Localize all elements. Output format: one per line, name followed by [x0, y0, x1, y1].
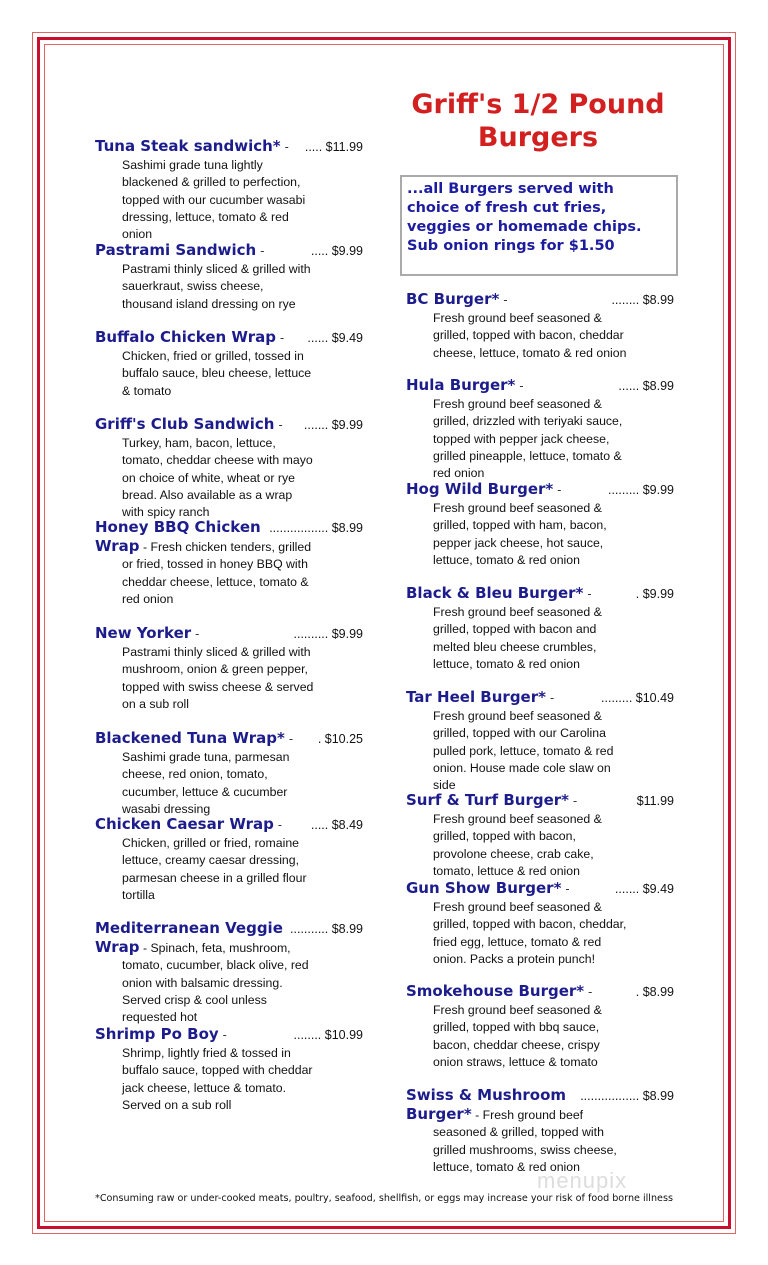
- item-name: Mediterranean Veggie: [95, 919, 283, 937]
- item-desc: Pastrami thinly sliced & grilled with sauerkraut, swiss cheese, thousand island dressing on rye: [122, 262, 311, 311]
- item-price: . $8.99: [635, 985, 674, 999]
- item-name: Griff's Club Sandwich: [95, 415, 275, 433]
- item-desc: Sashimi grade tuna, parmesan cheese, red onion, tomato, cucumber, lettuce & cucumber wasabi dressing: [122, 750, 290, 816]
- menu-item: [406, 376, 674, 482]
- item-name: Hula Burger*: [406, 376, 516, 394]
- item-name: Pastrami Sandwich: [95, 241, 257, 259]
- item-desc: Chicken, fried or grilled, tossed in buffalo sauce, bleu cheese, lettuce & tomato: [122, 349, 312, 398]
- item-desc: or fried, tossed in honey BBQ with cheddar cheese, lettuce, tomato & red onion: [122, 557, 309, 606]
- menu-item: [95, 729, 363, 818]
- item-dash: -: [288, 732, 293, 746]
- menu-item: [95, 241, 363, 313]
- item-price: ................. $8.99: [580, 1089, 674, 1103]
- menu-item: [406, 1086, 674, 1176]
- watermark: menupix: [537, 1168, 628, 1193]
- item-desc: Turkey, ham, bacon, lettuce, tomato, cheddar cheese with mayo on choice of white, wheat or rye bread. Also available as a wrap with spicy ranch: [122, 436, 313, 520]
- item-name: Chicken Caesar Wrap: [95, 815, 274, 833]
- item-name: Shrimp Po Boy: [95, 1025, 219, 1043]
- item-dash: -: [260, 244, 265, 258]
- item-name: Blackened Tuna Wrap*: [95, 729, 285, 747]
- menu-item: [406, 688, 674, 794]
- item-name: BC Burger*: [406, 290, 500, 308]
- item-price: ................. $8.99: [269, 521, 363, 535]
- item-desc: Pastrami thinly sliced & grilled with mushroom, onion & green pepper, topped with swiss cheese & served on a sub roll: [122, 645, 314, 711]
- item-dash: -: [557, 483, 562, 497]
- item-dash: -: [565, 882, 570, 896]
- item-dash: -: [279, 331, 285, 345]
- item-name: Buffalo Chicken Wrap: [95, 328, 276, 346]
- item-desc: Chicken, grilled or fried, romaine lettuce, creamy caesar dressing, parmesan cheese in a grilled flour tortilla: [122, 836, 307, 902]
- item-desc: Fresh ground beef seasoned & grilled, topped with ham, bacon, pepper jack cheese, hot sauce, lettuce, tomato & red onion: [433, 501, 607, 567]
- item-price: ........ $10.99: [293, 1028, 363, 1042]
- menu-item: [95, 328, 363, 400]
- item-dash: -: [277, 818, 283, 832]
- item-price: ....... $9.99: [303, 418, 363, 432]
- item-desc: Fresh ground beef seasoned & grilled, topped with bacon and melted bleu cheese crumbles, lettuce, tomato & red onion: [433, 605, 602, 671]
- item-dash: -: [284, 140, 289, 154]
- section-title: Griff's 1/2 Pound Burgers: [411, 89, 665, 153]
- item-desc: Sashimi grade tuna lightly blackened & grilled to perfection, topped with our cucumber wasabi dressing, lettuce, tomato & red onion: [122, 158, 306, 242]
- item-name: New Yorker: [95, 624, 192, 642]
- item-price: .......... $9.99: [293, 627, 363, 641]
- menu-item: [406, 982, 674, 1071]
- item-dash: -: [587, 587, 592, 601]
- item-desc: Fresh ground beef seasoned & grilled, topped with bacon, cheddar cheese, lettuce, tomato & red onion: [433, 311, 627, 360]
- item-desc: Shrimp, lightly fried & tossed in buffalo sauce, topped with cheddar jack cheese, lettuce & tomato. Served on a sub roll: [122, 1046, 313, 1112]
- menu-item: [406, 290, 674, 362]
- item-dash: -: [278, 418, 283, 432]
- menu-item: [406, 584, 674, 673]
- item-price: ....... $9.49: [614, 882, 674, 896]
- item-desc: tomato, cucumber, black olive, red onion with balsamic dressing. Served crisp & cool unless requested hot: [122, 958, 309, 1025]
- item-dash: -: [549, 691, 555, 705]
- item-desc-start: - Fresh ground beef: [475, 1108, 584, 1122]
- item-dash: -: [503, 293, 508, 307]
- menu-item: [406, 480, 674, 569]
- menu-item: [406, 879, 674, 968]
- item-name: Tar Heel Burger*: [406, 688, 546, 706]
- item-name: Swiss & Mushroom: [406, 1086, 567, 1104]
- item-name-cont: Wrap: [95, 537, 140, 555]
- item-dash: -: [573, 794, 578, 808]
- item-price: ...... $9.49: [307, 331, 363, 345]
- item-name: Hog Wild Burger*: [406, 480, 554, 498]
- menu-item: [95, 1025, 363, 1114]
- item-price: . $9.99: [635, 587, 674, 601]
- item-price: ...... $8.99: [618, 379, 674, 393]
- item-price: ..... $8.49: [310, 818, 363, 832]
- menu-item: [406, 791, 674, 880]
- menu-item: [95, 624, 363, 713]
- item-name: Tuna Steak sandwich*: [95, 137, 281, 155]
- item-desc: Fresh ground beef seasoned & grilled, topped with bacon, cheddar, fried egg, lettuce, tomato & red onion. Packs a protein punch!: [433, 900, 627, 966]
- item-dash: -: [588, 985, 593, 999]
- item-desc-start: - Spinach, feta, mushroom,: [142, 941, 291, 955]
- item-name: Black & Bleu Burger*: [406, 584, 584, 602]
- item-dash: -: [222, 1028, 227, 1042]
- item-price: ......... $9.99: [607, 483, 674, 497]
- burger-note-box: ...all Burgers served with choice of fresh cut fries, veggies or homemade chips. Sub onion rings for $1.50: [400, 175, 678, 276]
- item-desc-start: - Fresh chicken tenders, grilled: [142, 540, 312, 554]
- item-name: Honey BBQ Chicken: [95, 518, 261, 536]
- item-price: . $10.25: [317, 732, 363, 746]
- item-name-cont: Wrap: [95, 938, 140, 956]
- item-price: ........... $8.99: [290, 922, 363, 936]
- item-price: ........ $8.99: [611, 293, 674, 307]
- menu-item: [95, 815, 363, 904]
- item-desc: Fresh ground beef seasoned & grilled, drizzled with teriyaki sauce, topped with pepper jack cheese, grilled pineapple, lettuce, tomato & red onion: [433, 397, 623, 481]
- item-name-cont: Burger*: [406, 1105, 472, 1123]
- item-desc: Fresh ground beef seasoned & grilled, topped with bbq sauce, bacon, cheddar cheese, crispy onion straws, lettuce & tomato: [433, 1003, 602, 1069]
- menu-item: [95, 518, 363, 608]
- menu-item: [95, 415, 363, 521]
- item-price: ..... $11.99: [304, 140, 363, 154]
- item-desc: Fresh ground beef seasoned & grilled, topped with bacon, provolone cheese, crab cake, tomato, lettuce & red onion: [433, 812, 602, 878]
- item-dash: -: [519, 379, 524, 393]
- footer-disclaimer: *Consuming raw or under-cooked meats, poultry, seafood, shellfish, or eggs may increase your risk of food borne illness: [95, 1193, 673, 1204]
- menu-item: [95, 137, 363, 243]
- item-name: Gun Show Burger*: [406, 879, 562, 897]
- item-desc: seasoned & grilled, topped with grilled mushrooms, swiss cheese, lettuce, tomato & red onion: [433, 1125, 617, 1174]
- item-price: ..... $9.99: [310, 244, 363, 258]
- item-name: Surf & Turf Burger*: [406, 791, 570, 809]
- item-price: $11.99: [636, 794, 674, 808]
- item-desc: Fresh ground beef seasoned & grilled, topped with our Carolina pulled pork, lettuce, tomato & red onion. House made cole slaw on side: [433, 709, 614, 793]
- item-dash: -: [195, 627, 200, 641]
- item-name: Smokehouse Burger*: [406, 982, 585, 1000]
- menu-item: [95, 919, 363, 1026]
- item-price: ......... $10.49: [601, 691, 674, 705]
